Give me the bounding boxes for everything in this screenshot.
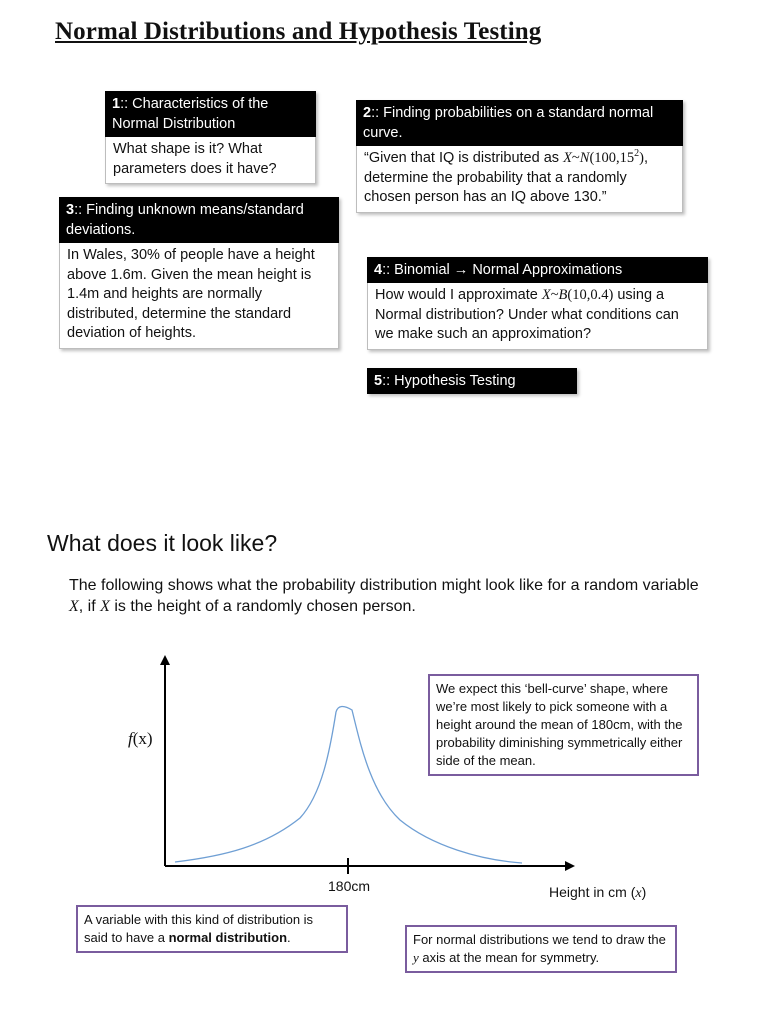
math-args: (10,0.4) — [567, 287, 614, 303]
note-text: axis at the mean for symmetry. — [418, 950, 600, 965]
page-title: Normal Distributions and Hypothesis Testing — [55, 18, 542, 45]
question-text: , determine the probability that a randomly chosen person has an IQ above 130.” — [364, 150, 649, 205]
note-normal-distribution — [76, 905, 348, 953]
card-number: 5 — [374, 373, 383, 389]
y-axis-label-fn: f — [128, 729, 133, 748]
y-axis-label-arg: (x) — [132, 729, 153, 748]
y-axis-label — [128, 729, 153, 749]
card-number: 2 — [363, 105, 372, 121]
x-axis-label-close: ) — [641, 884, 647, 900]
intro-variable: X — [69, 598, 79, 615]
mean-label: 180cm — [328, 878, 371, 894]
section-heading: What does it look like? — [47, 530, 278, 556]
card-question: What shape is it? What parameters does it have? — [105, 137, 316, 184]
x-axis-label — [549, 884, 646, 902]
note-variable: y — [413, 950, 419, 965]
math-variable: X — [563, 150, 572, 166]
card-number: 1 — [112, 96, 121, 112]
note-emphasis: normal distribution — [168, 930, 288, 945]
question-text: How would I approximate — [375, 287, 542, 303]
intro-variable: X — [100, 598, 110, 615]
x-axis-variable: x — [635, 886, 642, 901]
card-heading-text: :: Binomial → Normal Approximations — [382, 262, 623, 278]
card-heading-text: :: Hypothesis Testing — [382, 373, 516, 389]
note-y-axis — [405, 925, 677, 973]
card-heading-text: :: Finding unknown means/standard deviations. — [66, 202, 304, 238]
card-number: 3 — [66, 202, 75, 218]
math-relation: ~ — [550, 287, 559, 303]
math-distribution: N — [579, 150, 590, 166]
math-superscript: 2 — [634, 148, 640, 160]
math-close: ) — [639, 150, 645, 166]
question-text: using a Normal distribution? Under what conditions can we make such an approximation? — [375, 287, 679, 342]
math-args: (100,15 — [589, 150, 635, 166]
x-axis-label-text: Height in cm ( — [549, 884, 636, 900]
note-text: . — [287, 930, 291, 945]
intro-text: , if — [78, 598, 101, 615]
card-heading-text: :: Characteristics of the Normal Distribution — [112, 96, 269, 132]
note-text: For normal distributions we tend to draw the — [413, 932, 666, 947]
math-distribution: B — [558, 287, 568, 303]
math-relation: ~ — [571, 150, 580, 166]
card-question: In Wales, 30% of people have a height above 1.6m. Given the mean height is 1.4m and heights are normally distributed, determine the standard deviation of heights. — [59, 243, 339, 349]
note-text: A variable with this kind of distribution is said to have a — [84, 912, 314, 945]
note-bell-curve: We expect this ‘bell-curve’ shape, where we’re most likely to pick someone with a height around the mean of 180cm, with the probability diminishing symmetrically either side of the mean. — [428, 674, 699, 776]
intro-text: is the height of a randomly chosen person. — [109, 598, 416, 615]
intro-text: The following shows what the probability distribution might look like for a random variable — [69, 577, 699, 594]
card-heading-text: :: Finding probabilities on a standard normal curve. — [363, 105, 654, 141]
question-text: “Given that IQ is distributed as — [364, 150, 564, 166]
card-number: 4 — [374, 262, 383, 278]
math-variable: X — [541, 287, 551, 303]
